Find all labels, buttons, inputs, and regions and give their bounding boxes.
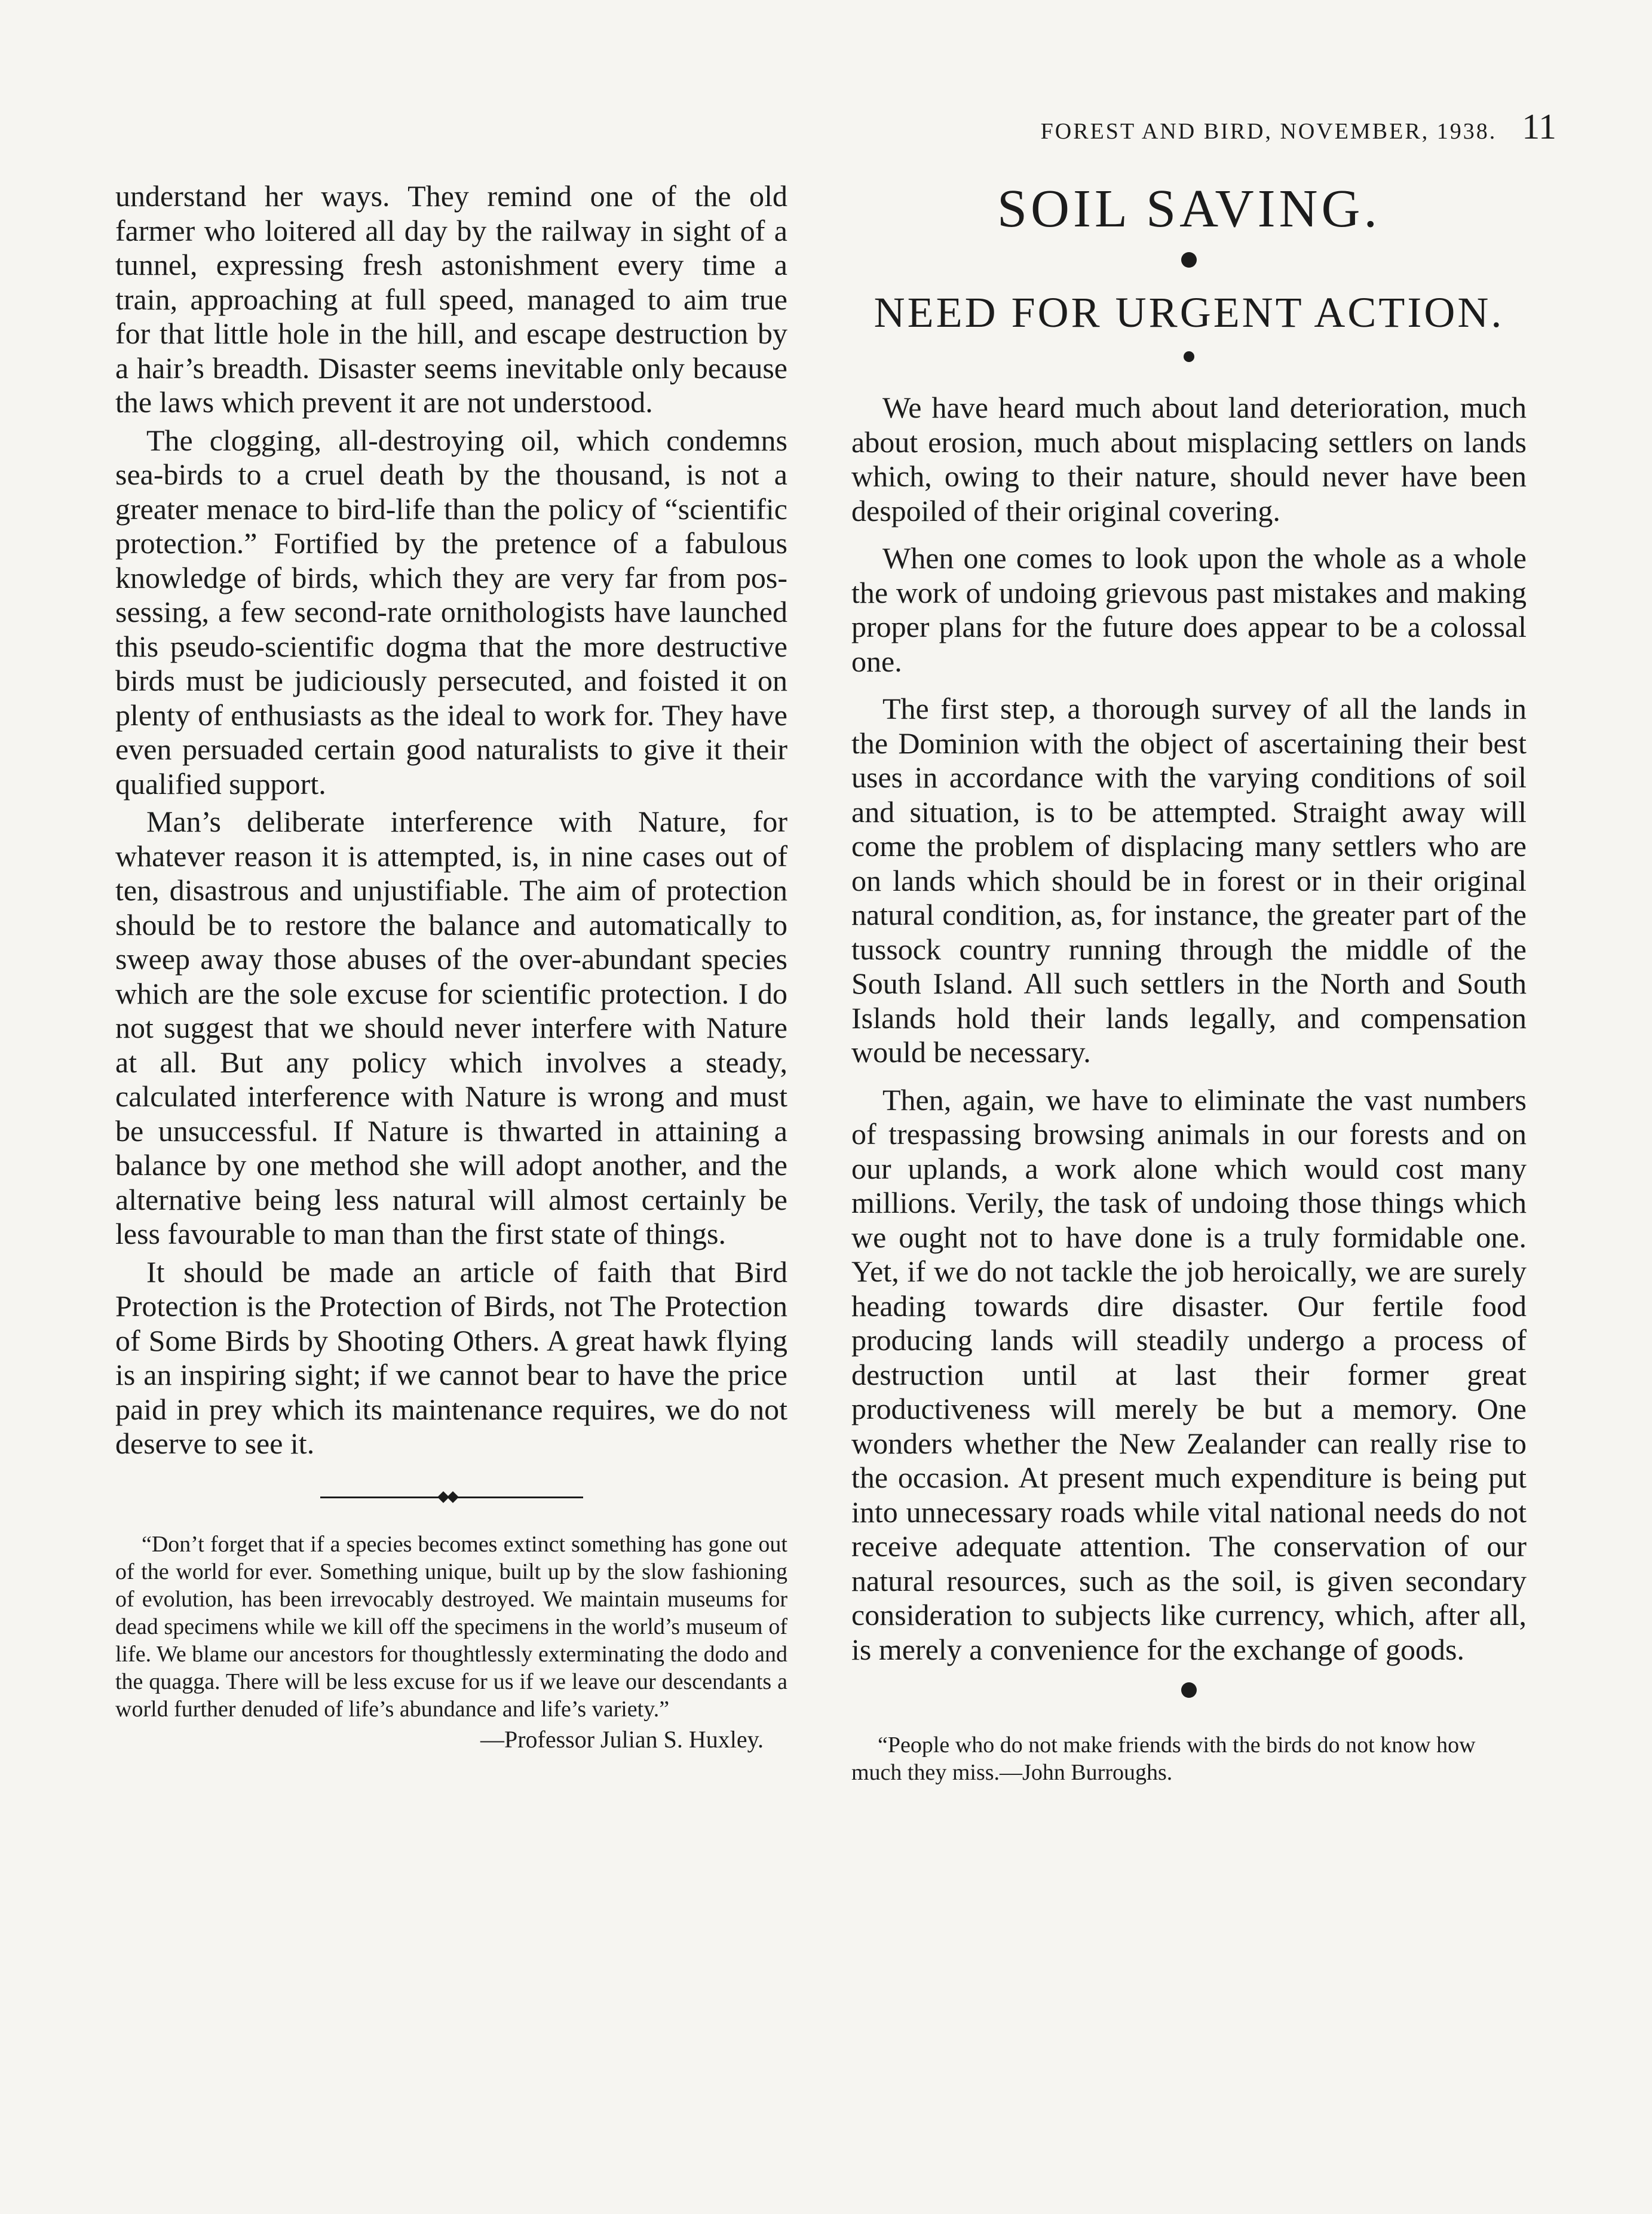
quote-text: “Don’t forget that if a species becomes extinct something has gone out of the world for ever. Something unique, built up by the slow fashioning of evolution, has been irrevocably destroyed. We maintain museums for dead specimens while we kill off the specimens in the world’s museum of life. We blame our ancestors for thoughtlessly exterminating the dodo and the quagga. There will be less excuse for us if we leave our descendants a world further denuded of life’s abundance and life’s variety.” <box>115 1531 787 1722</box>
article-paragraph: The first step, a thorough survey of all the lands in the Dominion with the object of ascertaining their best uses in accordance with the varying conditions of soil and situation, is to be attempted. Straight away will come the problem of displacing many settlers who are on lands which should be in forest or in their original natural condition, as, for instance, the greater part of the tussock country running through the middle of the South Island. All such settlers in the North and South Islands hold their lands legally, and compensation would be necessary. <box>851 692 1527 1069</box>
article-paragraph: When one comes to look upon the whole as a whole the work of undoing grievous past mistakes and making proper plans for the future does appear to be a colossal one. <box>851 541 1527 678</box>
article-paragraph: Then, again, we have to eliminate the vast numbers of trespassing browsing animals in our forests and on our uplands, a work alone which would cost many millions. Verily, the task of undoing those things which we ought not to have done is a truly formidable one. Yet, if we do not tackle the job heroically, we are surely heading towards dire disaster. Our fertile food producing lands will steadily undergo a process of destruction until at last their former great productiveness will merely be but a memory. One wonders whether the New Zealander can really rise to the occasion. At present much expenditure is being put into unnecessary roads while vital national needs do not receive adequate attention. The conservation of our natural resources, such as the soil, is given secondary consideration to subjects like currency, which, after all, is merely a convenience for the exchange of goods. <box>851 1083 1527 1666</box>
running-head: FOREST AND BIRD, NOVEMBER, 1938. <box>1040 119 1497 144</box>
article-paragraph: Man’s deliberate interference with Nature, for whatever reason it is attempted, is, in nine cases out of ten, disastrous and unjustifiable. The aim of protection should be to restore the balance and automatically to sweep away those abuses of the over-abundant species which are the sole excuse for scientific protection. I do not suggest that we should never interfere with Nature at all. But any policy which involves a steady, calculated interference with Nature is wrong and must be unsuccessful. If Nature is thwarted in attaining a balance by one method she will adopt another, and the alternative being less natural will almost certainly be less favourable to man than the first state of things. <box>115 805 787 1250</box>
article-paragraph: The clogging, all-destroying oil, which condemns sea-birds to a cruel death by the thousand, is not a greater menace to bird-life than the policy of “scientific protection.” Fortified by the pretence of a fabulous knowledge of birds, which they are very far from possessing, a few second-rate ornithologists have launched this pseudo-scientific dogma that the more destructive birds must be judiciously persecuted, and foisted it on plenty of enthusiasts as the ideal to work for. They have even persuaded certain good naturalists to give it their qualified support. <box>115 423 787 801</box>
article-paragraph: We have heard much about land deterioration, much about erosion, much about misplacing settlers on lands which, owing to their nature, should never have been despoiled of their original covering. <box>851 391 1527 528</box>
article-paragraph: It should be made an article of faith that Bird Protection is the Protection of Birds, not The Protection of Some Birds by Shooting Others. A great hawk flying is an inspiring sight; if we cannot bear to have the price paid in prey which its maintenance requires, we do not deserve to see it. <box>115 1255 787 1460</box>
quote-attribution: —Professor Julian S. Huxley. <box>480 1725 764 1753</box>
ornament-bullet <box>1184 351 1194 362</box>
left-column <box>115 179 787 1754</box>
ornament-bullet <box>1181 1682 1197 1698</box>
ornament-bullet <box>1181 252 1197 268</box>
right-column <box>851 179 1527 1786</box>
article-headline: SOIL SAVING. <box>997 179 1381 238</box>
article-paragraph: understand her ways. They remind one of the old farmer who loitered all day by the railway in sight of a tunnel, expressing fresh astonishment every time a train, approaching at full speed, managed to aim true for that little hole in the hill, and escape destruction by a hair’s breadth. Disaster seems inevitable only because the laws which prevent it are not understood. <box>115 179 787 419</box>
burroughs-quote: “People who do not make friends with the birds do not know how much they miss.—John Burroughs. <box>851 1732 1476 1785</box>
huxley-quote <box>115 1531 787 1754</box>
section-divider <box>320 1485 583 1509</box>
article-subhead: NEED FOR URGENT ACTION. <box>873 289 1504 336</box>
page-header <box>1041 106 1556 160</box>
page-number: 11 <box>1522 107 1556 146</box>
